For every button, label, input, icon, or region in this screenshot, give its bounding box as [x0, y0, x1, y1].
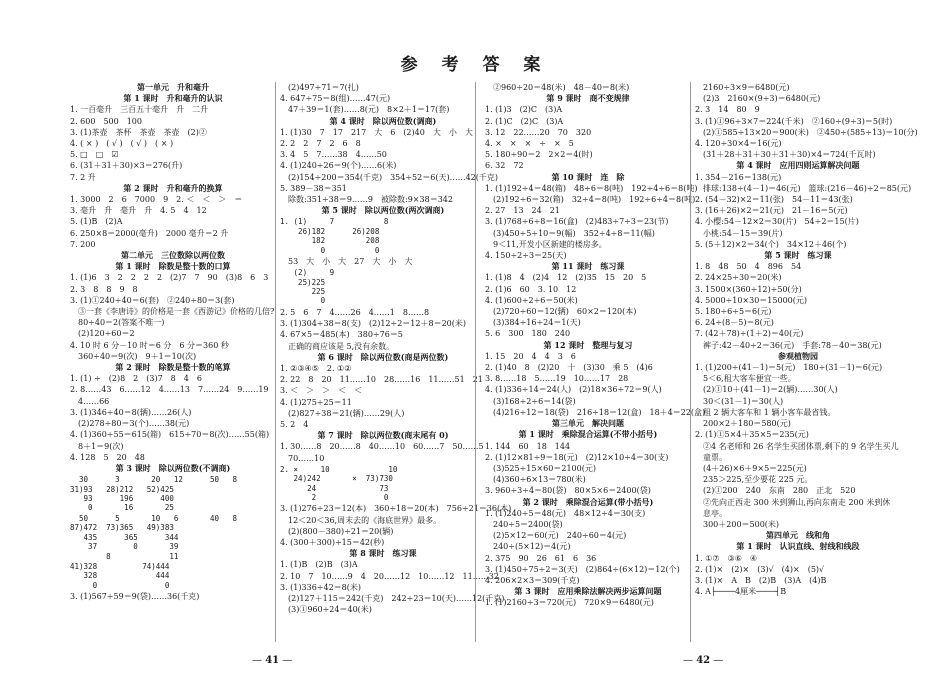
answer-column-4 [695, 82, 918, 642]
answer-line: (31＋28＋31＋30＋31＋30)×4＝724(千瓦时) [695, 150, 876, 160]
page-divider [475, 82, 476, 642]
answer-line: 80÷40＝2(答案不唯一) [70, 318, 165, 328]
answer-line: 4. 647÷75＝8(组)……47(元) [280, 94, 391, 104]
long-division: 8 11 41)328 74)444 328 444 0 0 [70, 552, 179, 590]
answer-line: 360÷40＝9(次) 9＋1＝10(次) [70, 351, 197, 361]
answer-line: 3. (1)336÷42＝8(米) [280, 582, 361, 592]
answer-line: 6. 250×8＝2000(毫升) 2000 毫升＝2 升 [70, 228, 229, 238]
answer-line: 5. 6 300 180 240 [485, 329, 571, 339]
section-heading: 第 1 课时 认识直线、射线和线段 [736, 541, 860, 552]
answer-line: 2. 10 7 10……9 4 20……12 10……12 11……32 [280, 571, 499, 581]
answer-line: 3. (1)①240÷40＝6(套) ②240÷80＝3(套) [70, 295, 235, 305]
answer-line: 3. (1)茶壶 茶杯 茶壶 茶壶 (2)② [70, 127, 207, 137]
section-heading: 第 5 课时 除以两位数(两次调商) [321, 205, 445, 216]
answer-line: 4. (1)336÷14＝24(人) (2)18×36÷72＝9(人) [485, 385, 662, 395]
answer-line: 3. 960÷3÷4＝80(袋) 80×5×6＝2400(袋) [485, 486, 651, 496]
answer-line: 4. A├────4厘米────┤B [695, 587, 787, 597]
answer-line: 3. (1)276÷23＝12(本) 360÷18＝20(本) 756÷21＝36(本) [280, 504, 512, 514]
answer-line: (3)①960÷24＝40(米) [280, 605, 372, 615]
answer-line: (2)120÷60＝2 [70, 329, 135, 339]
answer-line: 3. (1)①96÷3×7＝224(千米) ②160÷(9÷3)＝5(时) [695, 116, 893, 126]
answer-line: (2)278÷80＝3(个)……38(元) [70, 419, 190, 429]
answer-line: 1. (1)192÷4＝48(箱) 48÷6＝8(吨) 192÷4÷6＝8(吨) [485, 183, 698, 193]
answer-line: ②4 名老师和 26 名学生买团体票,剩下的 9 名学生买儿 [695, 441, 899, 451]
answer-line: 1. 144 60 18 144 [485, 441, 571, 451]
answer-line: 2. (54－32)×2＝11(张) 54－11＝43(张) [695, 195, 853, 205]
page-number-left-text: 41 [265, 655, 280, 666]
answer-line: (2)127＋115＝242(千克) 242÷23＝10(天)……12(千克) [280, 593, 505, 603]
section-heading: 第 4 课时 应用四则运算解决问题 [736, 160, 860, 171]
answer-line: (2)720÷60＝12(辆) 60×2＝120(本) [485, 307, 637, 317]
answer-line: 1. (1)240÷5＝48(元) 48×12÷4＝30(支) [485, 508, 646, 518]
answer-line: 4. (1)600÷2÷6＝50(米) [485, 295, 578, 305]
answer-line: 3. (1)× A B (2)B (3)A (4)B [695, 575, 827, 585]
answer-line: 1. 一百毫升 三百五十毫升 升 二升 [70, 105, 209, 115]
answer-line: 2. (1)12×81÷9＝18(元) (2)12×10÷4＝30(支) [485, 452, 669, 462]
answer-line: 3. (1)304÷38＝8(支) (2)12÷2＝12＋8＝20(米) [280, 319, 466, 329]
answer-line: 1. (1)8 4 (2)4 12 (2)35 15 20 5 [485, 273, 647, 283]
answer-line: 1. (1)3 (2)C (3)A [485, 105, 563, 115]
answer-line: 5. (5＋12)×2＝34(个) 34×12＋46(个) [695, 239, 847, 249]
answer-line: 1. 354－216＝138(元) [695, 172, 782, 182]
answer-line: 2. 3 8 8 9 8 [70, 284, 138, 294]
answer-line: 4. 5000÷10×30＝15000(元) [695, 295, 807, 305]
answer-line: 2. 22 8 20 11……10 28……16 11……51 21 [280, 375, 483, 385]
answer-line: 2160÷3×9＝6480(元) [695, 83, 790, 92]
answer-line: 4. 10 时 6 分－10 时＝6 分 6 分＝360 秒 [70, 340, 229, 350]
answer-line: 4. 小樱:54－12×2＝30(片) 54÷2＝15(片) [695, 217, 859, 227]
answer-line: 3. 8……18 5……19 10……17 28 [485, 374, 629, 384]
answer-line: 2. (1)①5×4＋35×5＝235(元) [695, 430, 809, 440]
answer-line: 正确的商应该是 5,没有余数。 [280, 341, 395, 351]
answer-line: (2)①10＋(41－1)＝2(辆)……30(人) [695, 385, 838, 395]
section-heading: 第 3 课时 除以两位数(不调商) [115, 462, 231, 473]
answer-line: 2. 375 90 26 61 6 36 [485, 553, 597, 563]
answer-line: 3. 1500×(360÷12)÷50(分) [695, 284, 802, 294]
answer-line: 70……10 [280, 453, 325, 463]
answer-line: 12＜20＜36,周末去的《海底世界》最多。 [280, 515, 442, 525]
answer-line: 1. 30……8 20……8 40……10 60……7 50……5 [280, 442, 484, 452]
answer-line: 租 2 辆大客车和 1 辆小客车最省钱。 [695, 407, 836, 417]
answer-line: 6. (31＋31＋30)×3＝276(升) [70, 161, 183, 171]
column-divider [275, 82, 276, 642]
answer-line: 4. ( × ) ( √ ) ( √ ) ( × ) [70, 139, 174, 149]
answer-line: 47＋39＝1(套)……8(元) 8×2＋1＝17(套) [280, 105, 450, 115]
answer-line: 7. 200 [70, 239, 96, 249]
section-heading: 第 2 课时 除数是整十数的笔算 [115, 362, 231, 373]
answer-line: 5. (1)B (2)A [70, 217, 123, 227]
answer-line: 4. (300＋300)÷15＝42(秒) [280, 537, 385, 547]
answer-line: (3)525÷15×60＝2100(元) [485, 463, 596, 473]
answer-line: 排球:138÷(4－1)＝46(元) 篮球:(216－46)÷2＝85(元) [695, 183, 912, 193]
answer-line: 300＋200＝500(米) [695, 519, 780, 529]
answer-line: ②先向正西走 300 米到狮山,再向东南走 200 米到休 [695, 497, 891, 507]
answer-line: 3. (1)450÷75÷2＝3(天) (2)864÷(6×12)＝12(个) [485, 564, 680, 574]
answer-line: 3. 4 5 7……38 4……50 [280, 150, 387, 160]
answer-line: (2)①200 240 东南 280 正北 520 [695, 486, 856, 496]
section-heading: 参观植物园 [778, 350, 818, 361]
answer-line: 5. 180÷6÷5＝6(元) [695, 307, 772, 317]
answer-line: 1. (1)30 7 17 217 大 6 (2)40 大 小 大 [280, 127, 473, 137]
answer-line: 4. (1)275÷25＝11 [280, 397, 352, 407]
answer-line: 3. (1)768÷6÷8＝16(盒) (2)483÷7÷3＝23(节) [485, 217, 669, 227]
answer-line: 6. 32 72 [485, 161, 524, 171]
answer-line: (2)①585÷13×20＝900(米) ②450÷(585÷13)＝10(分) [695, 127, 918, 137]
answer-line: (2)827÷38＝21(辆)……29(人) [280, 408, 405, 418]
answer-line: (2)5×12＝60(元) 240÷60＝4(元) [485, 531, 627, 541]
answer-line: 1. ①⑦ ③⑥ ④ [695, 553, 758, 563]
answer-line: (2)154÷200＝354(千克) 354÷52＝6(天)……42(千克) [280, 172, 498, 182]
answer-line: 30＜(31－1)＝30(人) [695, 396, 784, 406]
answer-line: 2. 600 500 100 [70, 116, 142, 126]
answer-column-3 [485, 82, 706, 642]
answer-line: (3)168÷2÷6＝14(袋) [485, 396, 576, 406]
answer-line: 1. (1)2160÷3＝720(元) 720×9＝6480(元) [485, 598, 654, 608]
answer-line: 2. (1)40 8 (2)20 十 (3)30 乘 5 (4)6 [485, 363, 653, 373]
answer-line: 1. 3000 2 6 7000 9 2. ＜ ＜ ＞ ＝ [70, 195, 243, 205]
answer-line: 2. 3 14 80 9 [695, 105, 760, 115]
section-heading: 第 2 课时 升和毫升的换算 [123, 182, 223, 193]
answer-line: 240÷5＝2400(袋) [485, 519, 563, 529]
answer-line: 6. 24÷(8－5)＝8(元) [695, 318, 774, 328]
answer-line: 9＜11,开发小区新建的楼房多。 [485, 239, 607, 249]
answer-line: 3. 毫升 升 毫升 升 4. 5 4 12 [70, 206, 207, 216]
answer-line: 235＞225,至少要花 225 元。 [695, 475, 813, 485]
page-number-right: — 42 — [683, 655, 724, 666]
answer-line: 息亭。 [695, 508, 727, 518]
answer-line: 4. 206×2×3＝309(千克) [485, 575, 580, 585]
section-heading: 第 2 课时 乘除混合运算(带小括号) [522, 496, 654, 507]
answer-line: 2. (1)× (2)× (3)√ (4)× (5)√ [695, 564, 825, 574]
page-title: 参 考 答 案 [400, 55, 550, 75]
answer-line: 3. 12 22……20 70 320 [485, 127, 592, 137]
answer-line: 200×2＋180＝580(元) [695, 419, 791, 429]
answer-line: (2)497÷71＝7(扎) [280, 83, 359, 92]
answer-line: 7. 2 升 [70, 172, 96, 182]
answer-line: 裤子:42－40÷2＝36(元) 手套:78－40＝38(元) [695, 340, 882, 350]
answer-line: 小桃:54－15＝39(片) [695, 228, 783, 238]
section-heading: 第三单元 解决问题 [552, 418, 624, 429]
answer-line: 2. 8……43 6……12 4……13 7……24 9……19 [70, 385, 269, 395]
answer-line: (3)384÷16÷24＝1(天) [485, 318, 581, 328]
answer-line: 除数:351÷38＝9……9 被除数:9×38＝342 [280, 195, 453, 205]
section-heading: 第 8 课时 练习课 [349, 548, 417, 559]
long-division: 1. (1) 7 8 26)182 26)208 182 208 0 0 [280, 217, 389, 255]
answer-line: 4……66 [70, 396, 110, 406]
answer-line: 240÷(5×12)＝4(元) [485, 542, 571, 552]
section-heading: 第 11 课时 练习课 [551, 261, 625, 272]
answer-line: 2. 2 2 7 2 6 8 [280, 139, 361, 149]
answer-line: (4＋26)×6＋9×5＝225(元) [695, 463, 807, 473]
answer-line: 1. 8 48 50 4 896 54 [695, 262, 802, 272]
long-division: (2) 9 25)225 225 0 [293, 268, 335, 306]
answer-line: 1. ②③④⑤ 2. ①② [280, 363, 352, 373]
answer-line: 2. 24×25÷30＝20(米) [695, 273, 782, 283]
answer-line: 3. (16＋26)×2＝21(元) 21－16＝5(元) [695, 206, 848, 216]
answer-line: 2. (1)6 60 3. 10 12 [485, 284, 577, 294]
answer-line: 3. (1)567÷59＝9(袋)……36(千克) [70, 591, 200, 601]
answer-line: (2)3 2160×(9÷3)＝6480(元) [695, 94, 821, 104]
answer-line: 5. □ □ ☑ [70, 150, 119, 160]
long-division: 50 5 10 6 40 8 87)472 73)365 49)383 435 365 344 37 0 39 [70, 513, 238, 551]
section-heading: 第 1 课时 除数是整十数的口算 [115, 261, 231, 272]
answer-line: 2. (1)C (2)C (3)A [485, 116, 564, 126]
answer-line: (4)360÷6×13＝780(米) [485, 475, 586, 485]
long-division: 30 3 20 12 50 8 31)93 28)212 52)425 93 196 400 0 16 25 [70, 475, 238, 513]
page-number-left: — 41 — [252, 655, 293, 666]
section-heading: 第 10 课时 连 除 [551, 171, 625, 182]
answer-line: 1. (1)B (2)B (3)A [280, 560, 358, 570]
answer-line: 1. 15 20 4 4 3 6 [485, 351, 576, 361]
answer-line: 1. (1)6 3 2 2 2 2 (2)7 7 90 (3)8 6 3 [70, 273, 269, 283]
section-heading: 第 12 课时 整理与复习 [543, 339, 633, 350]
answer-line: 53 大 小 大 27 大 小 大 [280, 257, 413, 267]
answer-line: 4. 67×5＝485(本) 380÷76＝5 [280, 330, 403, 340]
answer-line: 5. 2 4 [280, 419, 309, 429]
answer-line: 4. 120÷30×4＝16(元) [695, 139, 782, 149]
section-heading: 第 1 课时 乘除混合运算(不带小括号) [518, 429, 658, 440]
answer-line: 1. (1) ÷ (2)8 2 (3)7 8 4 6 [70, 374, 202, 384]
section-heading: 第四单元 线和角 [766, 530, 830, 541]
answer-line: (3)450÷5÷10＝9(幅) 352÷4÷8＝11(幅) [485, 228, 655, 238]
section-heading: 第 4 课时 除以两位数(调商) [329, 115, 437, 126]
section-heading: 第 7 课时 除以两位数(商末尾有 0) [317, 430, 449, 441]
section-heading: 第 6 课时 除以两位数(商是两位数) [317, 351, 449, 362]
answer-line: 2. 27 13 24 21 [485, 206, 560, 216]
page-number-right-text: 42 [696, 655, 711, 666]
answer-column-1 [70, 82, 276, 642]
answer-line: 4. (1)240÷26＝9(个)……6(米) [280, 161, 397, 171]
answer-line: 3. ＜ ＞ ＞ ＜ ＜ [280, 386, 363, 396]
answer-line: 2. 5 6 7 4……26 4……1 8……8 [280, 307, 430, 317]
answer-line: 5. 389－38＝351 [280, 183, 347, 193]
answer-line: 4. × × × ÷ × 5 [485, 139, 574, 149]
section-heading: 第 1 课时 升和毫升的认识 [123, 93, 223, 104]
answer-line: 5. 180÷90＝2 2×2＝4(时) [485, 150, 593, 160]
answer-line: (4)216÷12＝18(袋) 216÷18＝12(盒) 18＋4＝22(盒) [485, 407, 706, 417]
answer-line: 8＋1＝9(次) [70, 441, 124, 451]
answer-line: 4. 150÷2÷3＝25(天) [485, 251, 567, 261]
section-heading: 第 3 课时 应用乘除法解决两步运算问题 [514, 586, 662, 597]
answer-line: ③一套《李唐诗》的价格是一套《西游记》价格的几倍? [70, 307, 275, 317]
column-divider [690, 82, 691, 642]
long-division: 2. × 10 10 24)242 × 73)730 24 73 2 0 [280, 464, 398, 502]
answer-line: (2)192÷6＝32(箱) 32÷4＝8(吨) 192÷6÷4＝8(吨) [485, 195, 696, 205]
answer-line: 4. 128 5 20 48 [70, 452, 145, 462]
answer-line: 3. (1)346÷40＝8(辆)……26(人) [70, 407, 192, 417]
answer-line: 7. (42＋78)÷(1＋2)＝40(元) [695, 329, 804, 339]
section-heading: 第一单元 升和毫升 [137, 82, 209, 92]
answer-line: 5＜6,租大客车便宜一些。 [695, 374, 796, 384]
section-heading: 第二单元 三位数除以两位数 [121, 250, 225, 261]
answer-line: 1. (1)200÷(41－1)＝5(元) 180÷(31－1)＝6(元) [695, 363, 883, 373]
section-heading: 第 5 课时 练习课 [764, 250, 832, 261]
answer-line: ②960÷20＝48(米) 48－40＝8(米) [485, 83, 630, 92]
section-heading: 第 9 课时 商不变规律 [546, 93, 630, 104]
answer-line: (2)(800－380)÷21＝20(辆) [280, 526, 394, 536]
answer-line: 童票。 [695, 452, 727, 462]
answer-line: 4. (1)360÷55＝615(箱) 615÷70＝8(次)……55(箱) [70, 430, 270, 440]
